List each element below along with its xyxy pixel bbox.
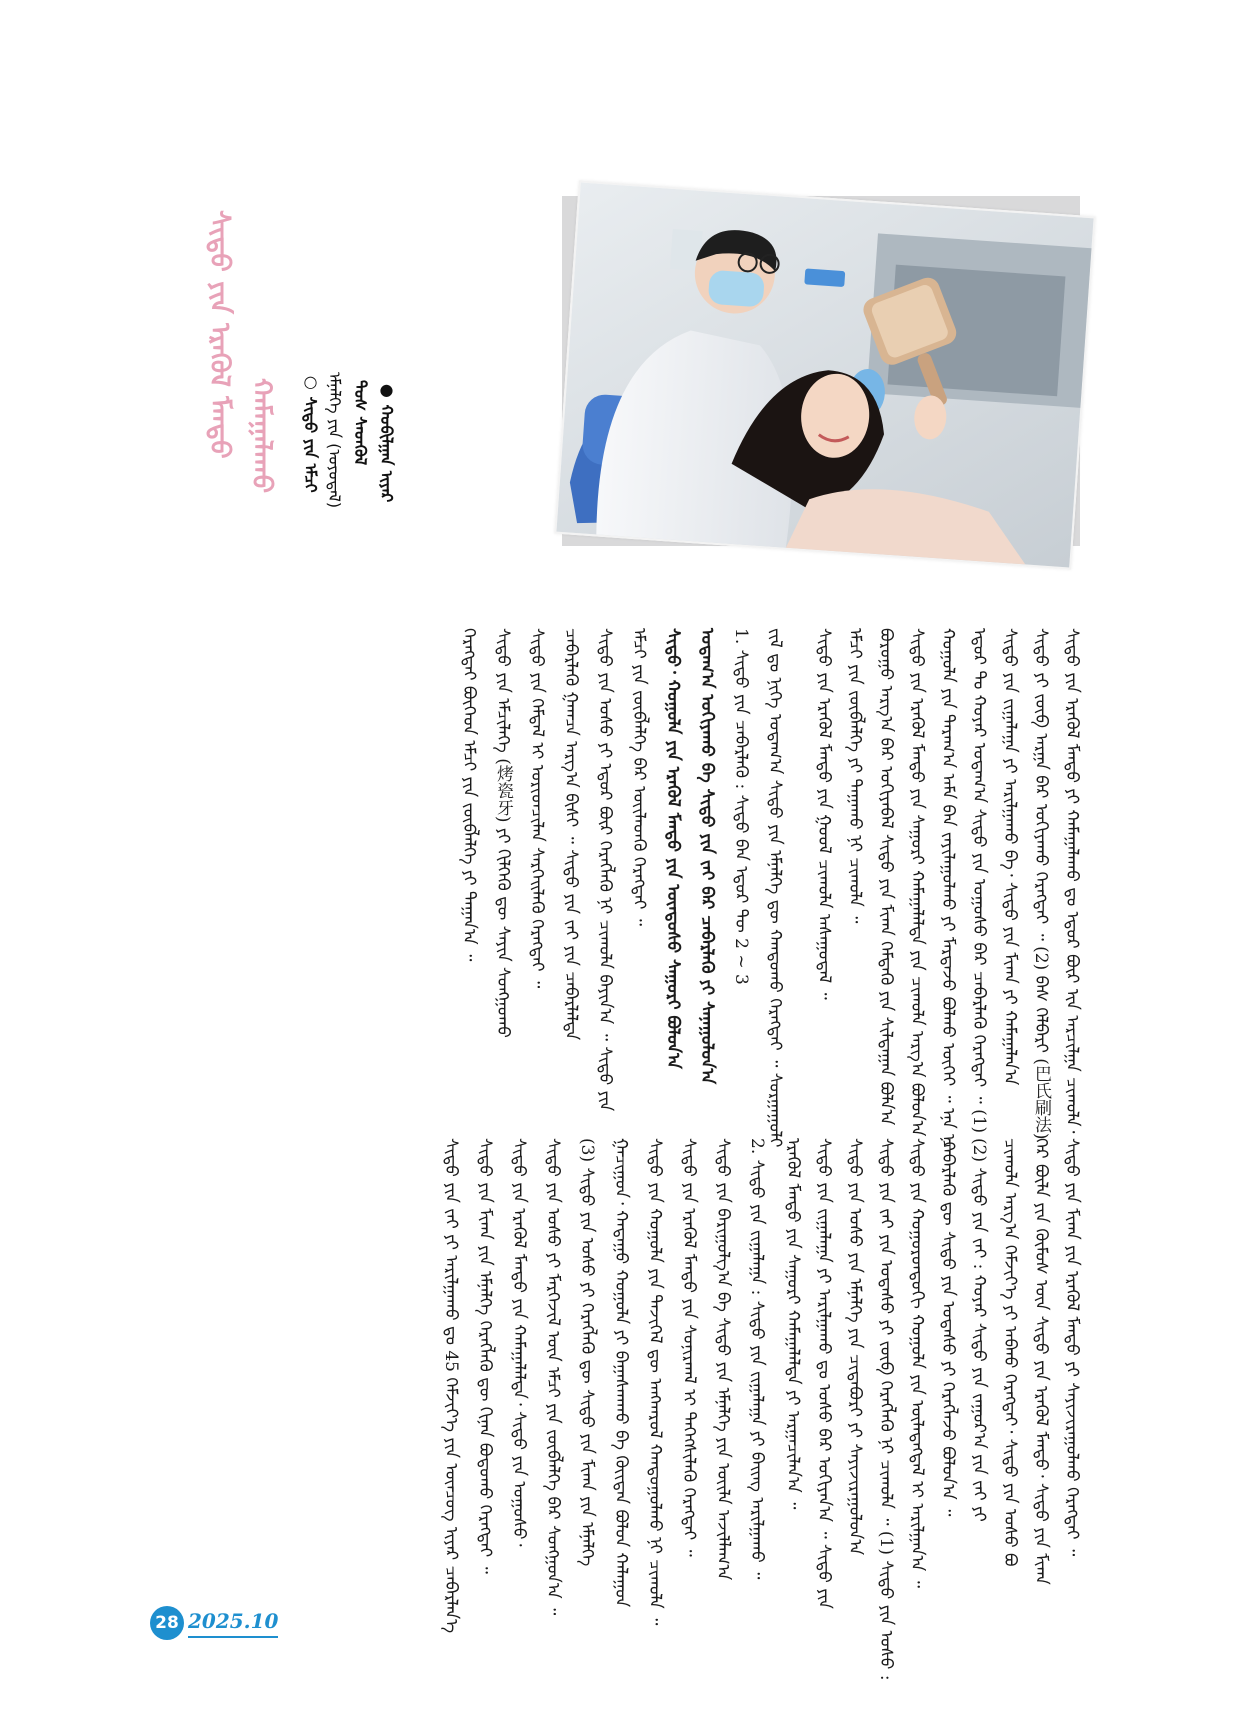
text-column: ᠡᠮᠴᠢ ᠶᠢᠨ ᠵᠦᠪᠯᠡᠯᠭᠡ ᠶᠢ ᠳᠠᠭᠠᠬᠤ ᠨᠢ ᠴᠢᠬᠤᠯᠠ ᠃: [845, 628, 865, 924]
text-column: (3) ᠰᠢᠳᠦ ᠶᠢᠨ ᠤᠰᠤ ᠶᠢ ᠬᠡᠷᠡᠭᠯᠡᠬᠦ ᠳᠦ ᠰᠢᠳᠦ ᠶᠢᠨ ᠮᠢᠬᠠ ᠶᠢᠨ ᠡᠮᠨᠡᠯᠭᠡ: [577, 1138, 597, 1567]
subtitle-line-4: ● ᠬᠤᠪᠢᠯᠭᠠᠨ ᠢᠶᠡᠷ: [377, 380, 396, 503]
text-column: ᠰᠢᠳᠦ ᠶᠢᠨ ᠬᠣᠭᠣᠷᠣᠨᠳᠤᠬᠢ ᠬᠣᠭᠣᠯᠠ ᠶᠢᠨ ᠦᠯᠡᠳᠡᠭᠳᠡᠯ ᠢ ᠠᠷᠢᠯᠭᠠᠨ᠎ᠠ ᠃: [907, 1138, 927, 1588]
text-column: ᠰᠢᠳᠦ ᠶᠢᠨ ᠵᠢᠭᠠᠯᠠᠭᠠ ᠶᠢ ᠠᠷᠢᠯᠭᠠᠬᠤ ᠳᠤ ᠤᠰᠤ ᠪᠠᠷ ᠤᠭᠢᠶᠠᠨ᠎ᠠ ᠃ ᠰᠢᠳᠦ ᠶᠢᠨ: [814, 1138, 834, 1609]
text-column: ᠵᠢᠯ ᠳᠤ ᠨᠢᠭᠡ ᠤᠳᠠᠭ᠎ᠠ ᠰᠢᠳᠦ ᠶᠢᠨ ᠡᠮᠨᠡᠯᠭᠡ ᠳᠦ ᠬᠠᠨᠳᠤᠬᠤ ᠬᠡᠷᠡᠭᠲᠡᠢ ᠃ ᠰᠤᠷᠭᠠᠭᠤᠯᠢ: [765, 628, 785, 1148]
issue-label: 2025.10: [188, 1609, 279, 1633]
text-column: ᠭᠠᠴᠢᠭᠤᠨ᠂ ᠬᠠᠲᠠᠭᠤ ᠬᠣᠭᠣᠯᠠ ᠶᠢ ᠪᠠᠭᠠᠰᠬᠠᠬᠤ ᠪᠠ ᠬᠦᠢᠲᠡᠨ ᠪᠣᠯᠤᠨ ᠬᠠᠯᠠᠭᠤᠨ: [611, 1138, 631, 1608]
text-column: ᠰᠢᠳᠦ ᠶᠢᠨ ᠡᠷᠡᠭᠦᠯ ᠮᠡᠨᠳᠦ ᠶᠢᠨ ᠰᠣᠨᠢᠷᠬᠠᠯ ᠢ ᠳᠡᠭᠡᠭᠰᠢᠯᠡᠬᠦ ᠬᠡᠷᠡᠭᠲᠡᠢ ᠃: [679, 1138, 699, 1557]
subtitle-line-3: ᠲᠤᠰ ᠰᠡᠳᠬᠦᠯ: [351, 380, 370, 466]
text-column: ᠰᠢᠳᠦ ᠶᠢᠨ ᠡᠷᠡᠭᠦᠯ ᠮᠡᠨᠳᠦ ᠶᠢᠨ ᠭᠣᠣᠯ ᠴᠢᠬᠤᠯᠠ ᠠᠰᠠᠭᠤᠳᠠᠯ ᠃: [814, 628, 834, 1000]
text-column: ᠴᠡᠪᠡᠷᠯᠡᠬᠦ ᠳᠦ ᠰᠢᠳᠦ ᠶᠢᠨ ᠤᠲᠠᠰᠤ ᠶᠢ ᠬᠡᠷᠡᠭᠯᠡᠵᠦ ᠪᠣᠯᠤᠨ᠎ᠠ ᠃: [938, 1138, 958, 1517]
text-column: 2. ᠰᠢᠳᠦ ᠶᠢᠨ ᠵᠢᠭᠠᠯᠠᠭᠠ : ᠰᠢᠳᠦ ᠶᠢᠨ ᠵᠢᠭᠠᠯᠠᠭᠠ ᠶᠢ ᠪᠠᠢ᠌ᠩ ᠠᠷᠢᠯᠭᠠᠬᠤ ᠃: [747, 1138, 767, 1580]
text-column: ᠰᠢᠳᠦ ᠶᠢᠨ ᠡᠮᠴᠢᠯᠡᠭᠡ (烤瓷牙) ᠶᠢ ᠬᠢᠯᠭᠡᠬᠦ ᠳᠦ ᠰᠠᠶᠢᠨ ᠰᠣᠩᠭᠣᠬᠤ: [493, 628, 513, 1038]
text-column: (2) ᠰᠢᠳᠦ ᠶᠢᠨ ᠵᠠᠢ : ᠬᠣᠶᠠᠷ ᠰᠢᠳᠦ ᠶᠢᠨ ᠵᠠᠭᠤᠷ᠎ᠠ ᠶᠢᠨ ᠵᠠᠢ ᠶᠢ: [969, 1138, 989, 1522]
text-column: ᠡᠮᠴᠢ ᠶᠢᠨ ᠵᠦᠪᠯᠡᠯᠭᠡ ᠪᠡᠷ ᠦᠢᠯᠡᠳᠬᠦ ᠬᠡᠷᠡᠭᠲᠡᠢ ᠃: [629, 628, 649, 926]
text-column: ᠡᠳᠦᠷ ᠲᠤ ᠬᠤᠶᠠᠷ ᠤᠳᠠᠭ᠎ᠠ ᠰᠢᠳᠦ ᠶᠢᠨ ᠣᠭᠤᠰᠤ ᠪᠠᠷ ᠴᠡᠪᠡᠷᠯᠡᠬᠦ ᠬᠡᠷᠡᠭᠲᠡᠢ ᠃ (1): [969, 628, 989, 1134]
text-column-heading: ᠤᠳᠠᠭ᠎ᠠ ᠤᠭᠢᠶᠠᠬᠤ ᠪᠠ ᠰᠢᠳᠦ ᠶᠢᠨ ᠵᠠᠢ ᠪᠠᠷ ᠴᠡᠪᠡᠷᠯᠡᠬᠦ ᠶᠢ ᠰᠠᠨᠠᠭᠤᠯᠤᠨ᠎ᠠ: [697, 628, 717, 1085]
text-column: ᠰᠢᠳᠦ ᠶᠢᠨ ᠤᠰᠤ ᠶᠢᠨ ᠡᠮᠨᠡᠯᠭᠡ ᠶᠢᠨ ᠴᠢᠳᠠᠪᠤᠷᠢ ᠶᠢ ᠰᠠᠶᠢᠵᠢᠷᠠᠭᠤᠯᠤᠨ᠎ᠠ: [845, 1138, 865, 1556]
text-column: ᠰᠢᠳᠦ ᠶᠢᠨ ᠵᠠᠢ ᠶᠢ ᠠᠷᠢᠯᠭᠠᠬᠤ ᠳᠤ 45 ᠬᠡᠮᠵᠢᠶ᠎ᠡ ᠶᠢᠨ ᠥᠨᠴᠥᠭ ᠢᠶᠡᠷ ᠴᠡᠪᠡᠷᠯᠡᠨ᠎ᠡ: [441, 1138, 461, 1634]
text-column: ᠰᠢᠳᠦ ᠶᠢᠨ ᠡᠷᠡᠭᠦᠯ ᠮᠡᠨᠳᠦ ᠶᠢᠨ ᠬᠠᠮᠠᠭᠠᠯᠠᠯᠲᠠ᠂ ᠰᠢᠳᠦ ᠶᠢᠨ ᠣᠭᠤᠰᠤ᠂: [509, 1138, 529, 1547]
text-column: ᠰᠢᠳᠦ ᠶᠢᠨ ᠪᠠᠷᠢᠭᠤᠯᠭ᠎ᠠ ᠪᠠ ᠰᠢᠳᠦ ᠶᠢᠨ ᠡᠮᠨᠡᠯᠭᠡ ᠶᠢᠨ ᠦᠢᠯᠡ ᠠᠵᠢᠯᠯᠠᠭ᠎ᠠ: [713, 1138, 733, 1581]
text-column: ᠪᠤᠷᠤᠭᠤ ᠠᠷᠭ᠎ᠠ ᠪᠠᠷ ᠤᠭᠢᠶᠠᠪᠠᠯ ᠰᠢᠳᠦ ᠶᠢᠨ ᠮᠢᠬᠠ ᠭᠡᠮᠲᠡᠬᠦ ᠶᠢᠨ ᠰᠢᠯᠲᠠᠭᠠᠨ ᠪᠣᠯᠨ᠎ᠠ: [876, 628, 896, 1126]
text-column: ᠰᠢᠳᠦ ᠶᠢᠨ ᠵᠠᠢ ᠶᠢᠨ ᠤᠲᠠᠰᠤ ᠶᠢ ᠵᠥᠪ ᠬᠡᠷᠡᠭᠯᠡᠬᠦ ᠨᠢ ᠴᠢᠬᠤᠯᠠ ᠃ (1) ᠰᠢᠳᠦ ᠶᠢᠨ ᠤᠰᠤ :: [876, 1138, 896, 1681]
text-column: ᠰᠢᠳᠦ ᠶᠢᠨ ᠡᠷᠡᠭᠦᠯ ᠮᠡᠨᠳᠦ ᠶᠢᠨ ᠰᠠᠭᠤᠷᠢ ᠬᠠᠮᠠᠭᠠᠯᠠᠯᠲᠠ ᠶᠢᠨ ᠴᠢᠬᠤᠯᠠ ᠠᠷᠭ᠎ᠠ ᠪᠣᠯᠤᠨ᠎ᠠ: [907, 628, 927, 1137]
text-column-heading: ᠰᠢᠳᠦ᠂ ᠬᠣᠭᠣᠯᠠ ᠶᠢᠨ ᠡᠷᠡᠭᠦᠯ ᠮᠡᠨᠳᠦ ᠶᠢᠨ ᠦᠨᠳᠦᠰᠦ ᠰᠠᠭᠤᠷᠢ ᠪᠣᠯᠤᠨ᠎ᠠ: [663, 628, 683, 1069]
subtitle-line-1: ○ ᠰᠢᠳᠦ ᠶᠢᠨ ᠡᠮᠴᠢ: [301, 372, 320, 493]
issue-underline: [188, 1636, 278, 1638]
text-column: ᠰᠢᠳᠦ ᠶᠢᠨ ᠡᠷᠡᠭᠦᠯ ᠮᠡᠨᠳᠦ ᠶᠢ ᠬᠠᠮᠠᠭᠠᠯᠠᠬᠤ ᠳᠤ ᠡᠳᠦᠷ ᠪᠦᠷ ᠢᠨ ᠠᠷᠴᠢᠯᠭᠠ ᠴᠢᠬᠤᠯᠠ᠂: [1062, 628, 1082, 1134]
text-column: ᠰᠢᠳᠦ ᠶᠢ ᠵᠥᠪ ᠠᠷᠭᠠ ᠪᠠᠷ ᠤᠭᠢᠶᠠᠬᠤ ᠬᠡᠷᠡᠭᠲᠡᠢ ᠃ (2) ᠪᠠᠰ ᠬᠡᠯᠪᠡᠷᠢ (巴氏刷法): [1031, 628, 1051, 1140]
subtitle-line-2: ᠡᠮᠨᠡᠯᠭᠡ ᠶᠢᠨ (ᠣᠶᠤᠳᠠᠯ): [325, 372, 344, 509]
page-number-badge: 28: [150, 1606, 184, 1640]
text-column: ᠰᠢᠳᠦ ᠶᠢᠨ ᠤᠰᠤ ᠶᠢ ᠡᠳᠦᠷ ᠪᠦᠷ ᠬᠡᠷᠡᠭᠯᠡᠬᠦ ᠨᠢ ᠴᠢᠬᠤᠯᠠ ᠪᠠᠶᠢᠨ᠎ᠠ ᠃ ᠰᠢᠳᠦ ᠶᠢᠨ: [595, 628, 615, 1112]
text-column: ᠰᠢᠳᠦ ᠶᠢᠨ ᠮᠢᠬᠠ ᠶᠢᠨ ᠡᠷᠡᠭᠦᠯ ᠮᠡᠨᠳᠦ ᠶᠢ ᠰᠠᠶᠢᠵᠢᠷᠠᠭᠤᠯᠬᠤ ᠬᠡᠷᠡᠭᠲᠡᠢ ᠃: [1062, 1138, 1082, 1557]
text-column: 1. ᠰᠢᠳᠦ ᠶᠢᠨ ᠴᠡᠪᠡᠷᠯᠡᠬᠦ : ᠰᠢᠳᠦ ᠪᠡᠨ ᠡᠳᠦᠷ ᠲᠦ 2 ~ 3: [731, 628, 751, 985]
text-column: ᠰᠢᠳᠦ ᠶᠢᠨ ᠭᠡᠮᠲᠡᠯ ᠢ ᠤᠷᠢᠳᠴᠢᠯᠠᠨ ᠰᠡᠷᠭᠡᠢᠯᠡᠬᠦ ᠬᠡᠷᠡᠭᠲᠡᠢ ᠃: [527, 628, 547, 989]
text-column: ᠬᠡᠷᠡᠭᠲᠡᠢ ᠪᠥᠭᠡᠳ ᠡᠮᠴᠢ ᠶᠢᠨ ᠵᠦᠪᠯᠡᠯᠭᠡ ᠶᠢ ᠳᠠᠭᠠᠨ᠎ᠠ ᠃: [459, 628, 479, 962]
text-column: ᠬᠣᠭᠣᠯᠠ ᠶᠢᠨ ᠳᠠᠷᠠᠭ᠎ᠠ ᠠᠮᠠ ᠪᠠᠨ ᠵᠠᠶᠢᠯᠠᠭᠤᠯᠬᠤ ᠶᠢ ᠮᠠᠷᠲᠠᠵᠤ ᠪᠣᠯᠬᠤ ᠦᠭᠡᠢ ᠃ ᠡᠨᠡ ᠨᠢ: [938, 628, 958, 1151]
text-column: ᠰᠢᠳᠦ ᠶᠢᠨ ᠵᠢᠭᠠᠯᠠᠭᠠ ᠶᠢ ᠠᠷᠢᠯᠭᠠᠬᠤ ᠪᠠ᠂ ᠰᠢᠳᠦ ᠶᠢᠨ ᠮᠢᠬᠠ ᠶᠢ ᠬᠠᠮᠠᠭᠠᠯᠠᠨ᠎ᠠ: [1000, 628, 1020, 1086]
text-column: ᠴᠡᠪᠡᠷᠯᠡᠬᠦ ᠭᠠᠭᠴᠠ ᠠᠷᠭ᠎ᠠ ᠪᠢᠰᠢ ᠃ ᠰᠢᠳᠦ ᠶᠢᠨ ᠵᠠᠢ ᠶᠢᠨ ᠴᠡᠪᠡᠷᠯᠡᠯᠲᠡ: [561, 628, 581, 1041]
text-column: ᠰᠢᠳᠦ ᠶᠢᠨ ᠮᠢᠬᠠ ᠶᠢᠨ ᠡᠮᠨᠡᠯᠭᠡ ᠬᠡᠷᠡᠭᠯᠡᠬᠦ ᠳᠦ ᠬᠢᠨᠠᠨ ᠪᠣᠳᠣᠬᠤ ᠬᠡᠷᠡᠭᠲᠡᠢ ᠃: [475, 1138, 495, 1574]
dentist-photo-illustration: [556, 182, 1093, 567]
article-title-line-2: ᠬᠠᠮᠠᠭᠠᠯᠠᠬᠤ: [246, 378, 277, 494]
text-column: ᠰᠢᠳᠦ ᠶᠢᠨ ᠬᠣᠭᠣᠯᠠ ᠶᠢᠨ ᠲᠡᠵᠢᠭᠡᠯ ᠳᠦ ᠠᠩᠬᠠᠷᠤᠯ ᠬᠠᠨᠳᠤᠭᠤᠯᠬᠤ ᠨᠢ ᠴᠢᠬᠤᠯᠠ ᠃: [645, 1138, 665, 1626]
text-column: ᠭᠡᠷ ᠪᠦᠯᠡ ᠶᠢᠨ ᠬᠦᠮᠦᠰ ᠦᠨ ᠰᠢᠳᠦ ᠶᠢᠨ ᠡᠷᠡᠭᠦᠯ ᠮᠡᠨᠳᠦ᠂ ᠰᠢᠳᠦ ᠶᠢᠨ ᠮᠢᠬᠠ: [1031, 1138, 1051, 1585]
article-title-line-1: ᠰᠢᠳᠦ ᠶᠢᠨ ᠡᠷᠡᠭᠦᠯ ᠮᠡᠨᠳᠦ: [204, 210, 235, 459]
text-column: ᠴᠢᠬᠤᠯᠠ ᠠᠷᠭ᠎ᠠ ᠬᠡᠮᠵᠢᠶ᠎ᠡ ᠶᠢ ᠠᠪᠬᠤ ᠬᠡᠷᠡᠭᠲᠡᠢ᠂ ᠰᠢᠳᠦ ᠶᠢᠨ ᠤᠰᠤ ᠪᠤ: [1000, 1138, 1020, 1567]
dentist-photo: [554, 180, 1095, 569]
text-column: ᠡᠷᠡᠭᠦᠯ ᠮᠡᠨᠳᠦ ᠶᠢᠨ ᠰᠠᠭᠤᠷᠢ ᠬᠠᠮᠠᠭᠠᠯᠠᠯᠲᠠ ᠶᠢ ᠠᠷᠭᠠᠴᠢᠯᠠᠨ᠎ᠠ ᠃: [783, 1138, 803, 1510]
text-column: ᠰᠢᠳᠦ ᠶᠢᠨ ᠤᠰᠤ ᠶᠢ ᠮᠡᠷᠭᠡᠵᠢᠯ ᠦᠨ ᠡᠮᠴᠢ ᠶᠢᠨ ᠵᠦᠪᠯᠡᠯᠭᠡ ᠪᠡᠷ ᠰᠣᠩᠭᠣᠨ᠎ᠠ ᠃: [543, 1138, 563, 1616]
